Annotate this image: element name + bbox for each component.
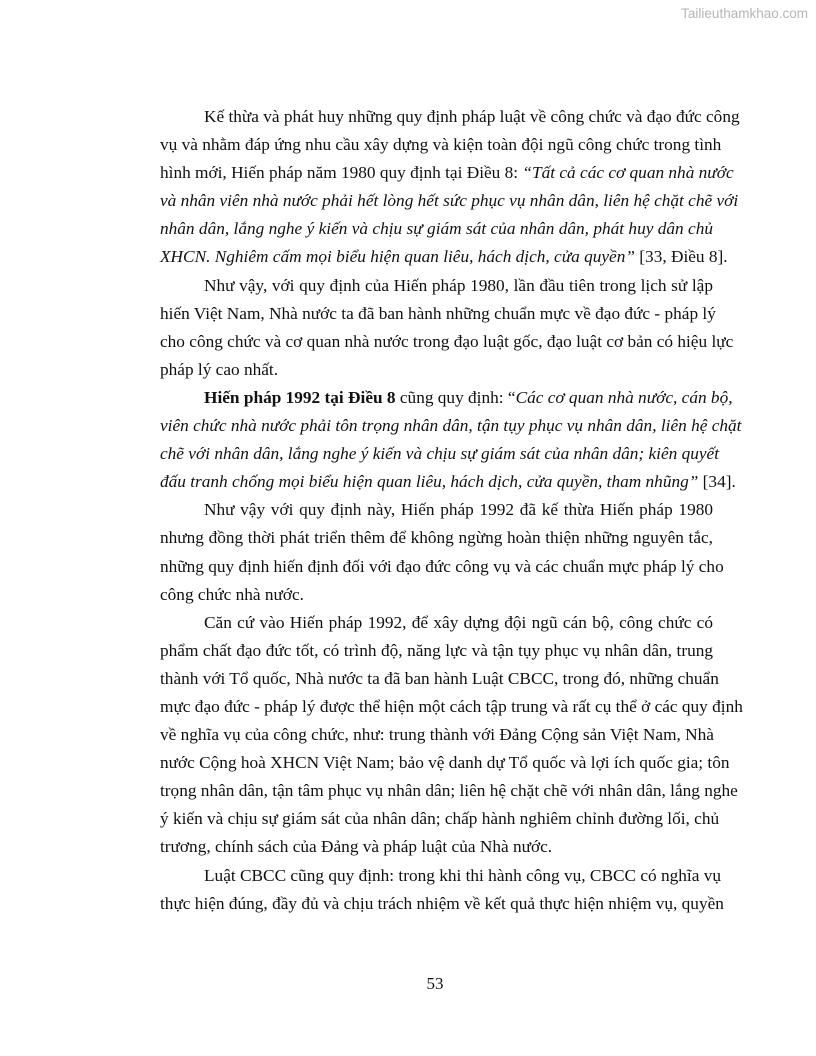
paragraph (160, 103, 740, 272)
text-line (160, 693, 743, 721)
paragraph (160, 384, 742, 496)
body-text: công chức nhà nước. (160, 584, 304, 604)
paragraph (160, 272, 734, 384)
text-line (160, 103, 740, 131)
body-text: cho công chức và cơ quan nhà nước trong đạo luật gốc, đạo luật cơ bản có hiệu lực (160, 331, 734, 351)
text-line (160, 159, 734, 187)
document-body (160, 103, 743, 918)
text-line (160, 721, 713, 749)
body-text: Căn cứ vào Hiến pháp 1992, để xây dựng đội ngũ cán bộ, công chức có (204, 612, 713, 632)
text-line (160, 384, 733, 412)
quoted-text: chẽ với nhân dân, lắng nghe ý kiến và chịu sự giám sát của nhân dân; kiên quyết (160, 444, 720, 464)
quoted-text: viên chức nhà nước phải tôn trọng nhân dân, tận tụy phục vụ nhân dân, liên hệ chặt (160, 416, 742, 436)
body-text: hình mới, Hiến pháp năm 1980 quy định tại Điều 8: (160, 163, 523, 183)
paragraph (160, 862, 724, 918)
text-line (160, 187, 739, 215)
text-line (160, 749, 730, 777)
body-text: trương, chính sách của Đảng và pháp luật của Nhà nước. (160, 837, 553, 857)
text-line (160, 328, 734, 356)
body-text: pháp lý cao nhất. (160, 359, 279, 379)
body-text: Kế thừa và phát huy những quy định pháp luật về công chức và đạo đức công (204, 107, 740, 126)
text-line (160, 637, 713, 665)
bold-text: Hiến pháp 1992 tại Điều 8 (204, 387, 396, 407)
body-text: cũng quy định: “ (395, 387, 516, 407)
text-line (160, 356, 713, 384)
text-line (160, 468, 736, 496)
text-line (160, 581, 713, 609)
body-text: nước Cộng hoà XHCN Việt Nam; bảo vệ danh dự Tổ quốc và lợi ích quốc gia; tôn (160, 753, 730, 773)
text-line (160, 524, 713, 552)
text-line (160, 272, 713, 300)
page-number: 53 (426, 974, 444, 993)
text-line (160, 300, 716, 328)
text-line (160, 496, 713, 524)
body-text: phẩm chất đạo đức tốt, có trình độ, năng lực và tận tụy phục vụ nhân dân, trung (160, 640, 713, 660)
text-line (160, 412, 742, 440)
paragraph (160, 609, 743, 862)
text-line (160, 609, 713, 637)
body-text: mực đạo đức - pháp lý được thể hiện một cách tập trung và rất cụ thể ở các quy định (160, 696, 743, 716)
text-line (160, 665, 719, 693)
body-text: ý kiến và chịu sự giám sát của nhân dân; chấp hành nghiêm chỉnh đường lối, chủ (160, 809, 720, 829)
body-text: trọng nhân dân, tận tâm phục vụ nhân dân; liên hệ chặt chẽ với nhân dân, lắng nghe (160, 781, 738, 801)
body-text: [33, Điều 8]. (634, 247, 728, 267)
quoted-text: và nhân viên nhà nước phải hết lòng hết sức phục vụ nhân dân, liên hệ chặt chẽ với (160, 191, 739, 211)
body-text: [34]. (698, 472, 736, 492)
watermark: Tailieuthamkhao.com (681, 6, 808, 21)
quoted-text: “Tất cả các cơ quan nhà nước (522, 163, 734, 183)
quoted-text: Các cơ quan nhà nước, cán bộ, (515, 387, 733, 407)
body-text: vụ và nhằm đáp ứng nhu cầu xây dựng và kiện toàn đội ngũ công chức trong tình (160, 135, 722, 155)
body-text: Như vậy, với quy định của Hiến pháp 1980, lần đầu tiên trong lịch sử lập (204, 275, 713, 295)
body-text: Luật CBCC cũng quy định: trong khi thi hành công vụ, CBCC có nghĩa vụ (204, 865, 721, 885)
text-line (160, 440, 720, 468)
quoted-text: nhân dân, lắng nghe ý kiến và chịu sự giám sát của nhân dân, phát huy dân chủ (160, 219, 713, 239)
body-text: những quy định hiến định đối với đạo đức công vụ và các chuẩn mực pháp lý cho (160, 556, 724, 576)
body-text: Như vậy với quy định này, Hiến pháp 1992 đã kế thừa Hiến pháp 1980 (204, 500, 713, 520)
text-line (160, 833, 713, 861)
body-text: thực hiện đúng, đầy đủ và chịu trách nhiệm về kết quả thực hiện nhiệm vụ, quyền (160, 893, 724, 913)
text-line (160, 243, 728, 271)
text-line (160, 553, 724, 581)
text-line (160, 890, 724, 918)
text-line (160, 215, 713, 243)
body-text: thành với Tổ quốc, Nhà nước ta đã ban hành Luật CBCC, trong đó, những chuẩn (160, 668, 719, 688)
paragraph (160, 496, 724, 608)
text-line (160, 777, 738, 805)
quoted-text: đấu tranh chống mọi biểu hiện quan liêu, hách dịch, cửa quyền, tham nhũng” (160, 472, 699, 492)
body-text: về nghĩa vụ của công chức, như: trung thành với Đảng Cộng sản Việt Nam, Nhà (160, 725, 714, 745)
body-text: nhưng đồng thời phát triển thêm để không ngừng hoàn thiện những nguyên tắc, (160, 528, 713, 548)
body-text: hiến Việt Nam, Nhà nước ta đã ban hành những chuẩn mực về đạo đức - pháp lý (160, 303, 716, 323)
text-line (160, 862, 721, 890)
text-line (160, 805, 720, 833)
quoted-text: XHCN. Nghiêm cấm mọi biểu hiện quan liêu, hách dịch, cửa quyền” (160, 247, 635, 267)
text-line (160, 131, 722, 159)
